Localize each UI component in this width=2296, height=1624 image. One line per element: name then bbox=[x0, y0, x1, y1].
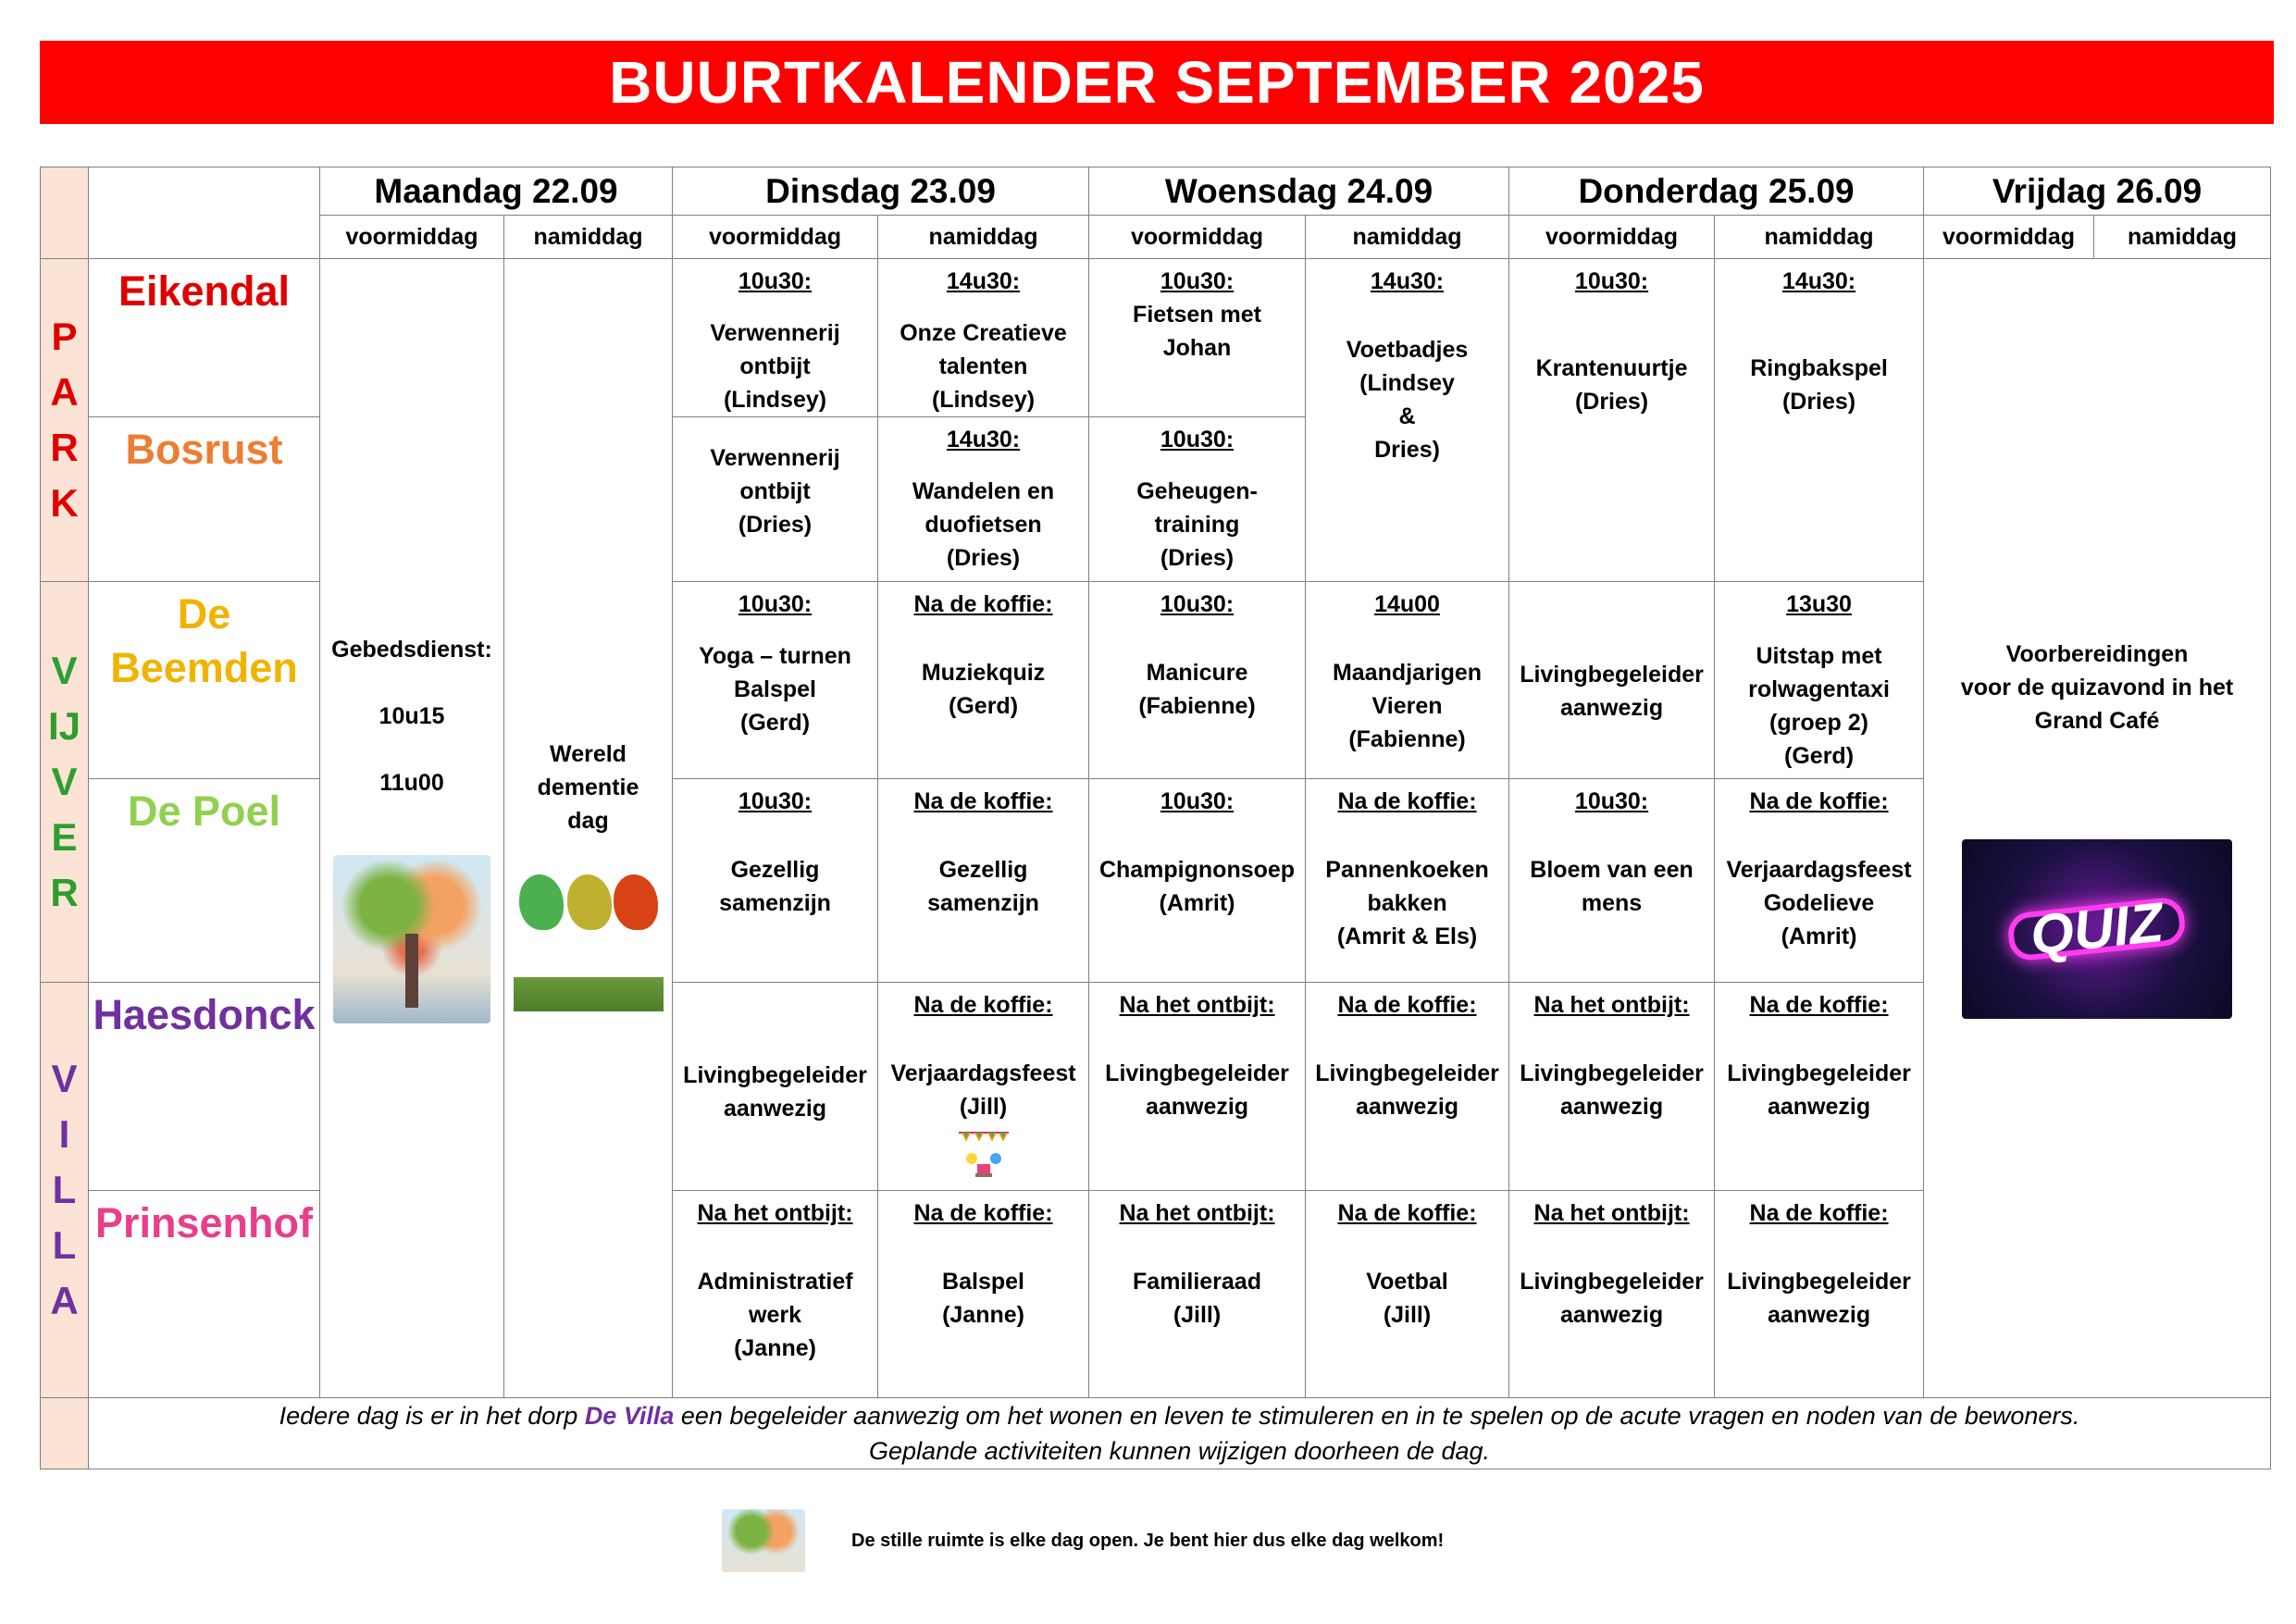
dementia-heads-image bbox=[514, 856, 664, 1011]
monday-afternoon-cell: Wereld dementie dag bbox=[504, 259, 673, 1398]
group-label-villa: V I L L A bbox=[41, 983, 89, 1398]
activity-cell: 10u30: Fietsen met Johan bbox=[1089, 259, 1306, 417]
activity-cell: Livingbegeleider aanwezig bbox=[1509, 582, 1715, 779]
activity-cell: 10u30: Krantenuurtje (Dries) bbox=[1509, 259, 1715, 582]
day-header-thursday: Donderdag 25.09 bbox=[1509, 167, 1924, 216]
day-header-monday: Maandag 22.09 bbox=[320, 167, 673, 216]
tree-painting-image bbox=[333, 855, 490, 1023]
activity-cell: Na het ontbijt: Livingbegeleider aanwezig bbox=[1509, 983, 1715, 1191]
activity-cell: Na de koffie: Livingbegeleider aanwezig bbox=[1715, 1191, 1924, 1398]
activity-cell: 10u30: Yoga – turnen Balspel (Gerd) bbox=[673, 582, 878, 779]
quiet-room-note bbox=[722, 1508, 1444, 1573]
monday-morning-text: Gebedsdienst: 10u15 11u00 bbox=[331, 637, 492, 796]
monday-morning-header: voormiddag bbox=[320, 216, 504, 259]
tuesday-afternoon-header: namiddag bbox=[878, 216, 1089, 259]
location-de-poel: De Poel bbox=[89, 779, 320, 983]
location-de-beemden: De Beemden bbox=[89, 582, 320, 779]
activity-cell: 14u30: Voetbadjes (Lindsey & Dries) bbox=[1306, 259, 1509, 582]
wednesday-morning-header: voormiddag bbox=[1089, 216, 1306, 259]
activity-cell: 10u30: Gezellig samenzijn bbox=[673, 779, 878, 983]
activity-cell: Na de koffie: Verjaardagsfeest Godelieve (Amrit) bbox=[1715, 779, 1924, 983]
activity-cell: Na de koffie: Balspel (Janne) bbox=[878, 1191, 1089, 1398]
group-label-park: P A R K bbox=[41, 259, 89, 582]
tuesday-morning-header: voormiddag bbox=[673, 216, 878, 259]
activity-cell: 10u30: Manicure (Fabienne) bbox=[1089, 582, 1306, 779]
friday-cell: Voorbereidingen voor de quizavond in het Grand Café QUIZ bbox=[1924, 259, 2271, 1398]
quiz-image: QUIZ bbox=[1962, 839, 2232, 1019]
location-haesdonck: Haesdonck bbox=[89, 983, 320, 1191]
footer-note: Iedere dag is er in het dorp De Villa een begeleider aanwezig om het wonen en leven te stimuleren en in te spelen op de acute vragen en noden van de bewoners. Geplande activiteiten kunnen wijzigen doorheen de dag. bbox=[89, 1398, 2271, 1469]
day-header-wednesday: Woensdag 24.09 bbox=[1089, 167, 1509, 216]
activity-cell: 10u30: Champignonsoep (Amrit) bbox=[1089, 779, 1306, 983]
header-corner bbox=[89, 167, 320, 259]
day-header-friday: Vrijdag 26.09 bbox=[1924, 167, 2271, 216]
activity-cell: 10u30: Verwennerij ontbijt (Lindsey) bbox=[673, 259, 878, 417]
party-icon bbox=[955, 1127, 1012, 1181]
activity-cell: 10u30: Bloem van een mens bbox=[1509, 779, 1715, 983]
activity-cell: Na de koffie: Livingbegeleider aanwezig bbox=[1306, 983, 1509, 1191]
friday-afternoon-header: namiddag bbox=[2094, 216, 2271, 259]
wednesday-afternoon-header: namiddag bbox=[1306, 216, 1509, 259]
day-header-tuesday: Dinsdag 23.09 bbox=[673, 167, 1089, 216]
calendar-table bbox=[40, 167, 2271, 1469]
location-eikendal: Eikendal bbox=[89, 259, 320, 417]
footer-side bbox=[41, 1398, 89, 1469]
thursday-morning-header: voormiddag bbox=[1509, 216, 1715, 259]
monday-morning-cell bbox=[320, 259, 504, 1398]
group-label-vijver: V IJ V E R bbox=[41, 582, 89, 983]
activity-cell: 14u00 Maandjarigen Vieren (Fabienne) bbox=[1306, 582, 1509, 779]
location-bosrust: Bosrust bbox=[89, 417, 320, 582]
quiet-room-image bbox=[722, 1509, 805, 1572]
activity-cell: Na de koffie: Pannenkoeken bakken (Amrit & Els) bbox=[1306, 779, 1509, 983]
activity-cell: 14u30: Wandelen en duofietsen (Dries) bbox=[878, 417, 1089, 582]
activity-cell: Na het ontbijt: Livingbegeleider aanwezig bbox=[1509, 1191, 1715, 1398]
activity-cell: Na de koffie: Gezellig samenzijn bbox=[878, 779, 1089, 983]
activity-cell: Na het ontbijt: Livingbegeleider aanwezig bbox=[1089, 983, 1306, 1191]
quiet-room-text: De stille ruimte is elke dag open. Je bent hier dus elke dag welkom! bbox=[851, 1530, 1445, 1551]
activity-cell: Na de koffie: Livingbegeleider aanwezig bbox=[1715, 983, 1924, 1191]
calendar-title: BUURTKALENDER SEPTEMBER 2025 bbox=[40, 41, 2274, 124]
activity-cell: Na het ontbijt: Familieraad (Jill) bbox=[1089, 1191, 1306, 1398]
activity-cell: Na de koffie: Voetbal (Jill) bbox=[1306, 1191, 1509, 1398]
activity-cell: Na de koffie: Verjaardagsfeest (Jill) bbox=[878, 983, 1089, 1191]
activity-cell: 14u30: Ringbakspel (Dries) bbox=[1715, 259, 1924, 582]
location-prinsenhof: Prinsenhof bbox=[89, 1191, 320, 1398]
monday-afternoon-header: namiddag bbox=[504, 216, 673, 259]
activity-cell: Verwennerij ontbijt (Dries) bbox=[673, 417, 878, 582]
activity-cell: Na de koffie: Muziekquiz (Gerd) bbox=[878, 582, 1089, 779]
activity-cell: Livingbegeleider aanwezig bbox=[673, 983, 878, 1191]
activity-cell: 14u30: Onze Creatieve talenten (Lindsey) bbox=[878, 259, 1089, 417]
header-corner-side bbox=[41, 167, 89, 259]
thursday-afternoon-header: namiddag bbox=[1715, 216, 1924, 259]
activity-cell: Na het ontbijt: Administratief werk (Janne) bbox=[673, 1191, 878, 1398]
friday-morning-header: voormiddag bbox=[1924, 216, 2094, 259]
activity-cell: 10u30: Geheugen- training (Dries) bbox=[1089, 417, 1306, 582]
activity-cell: 13u30 Uitstap met rolwagentaxi (groep 2) (Gerd) bbox=[1715, 582, 1924, 779]
